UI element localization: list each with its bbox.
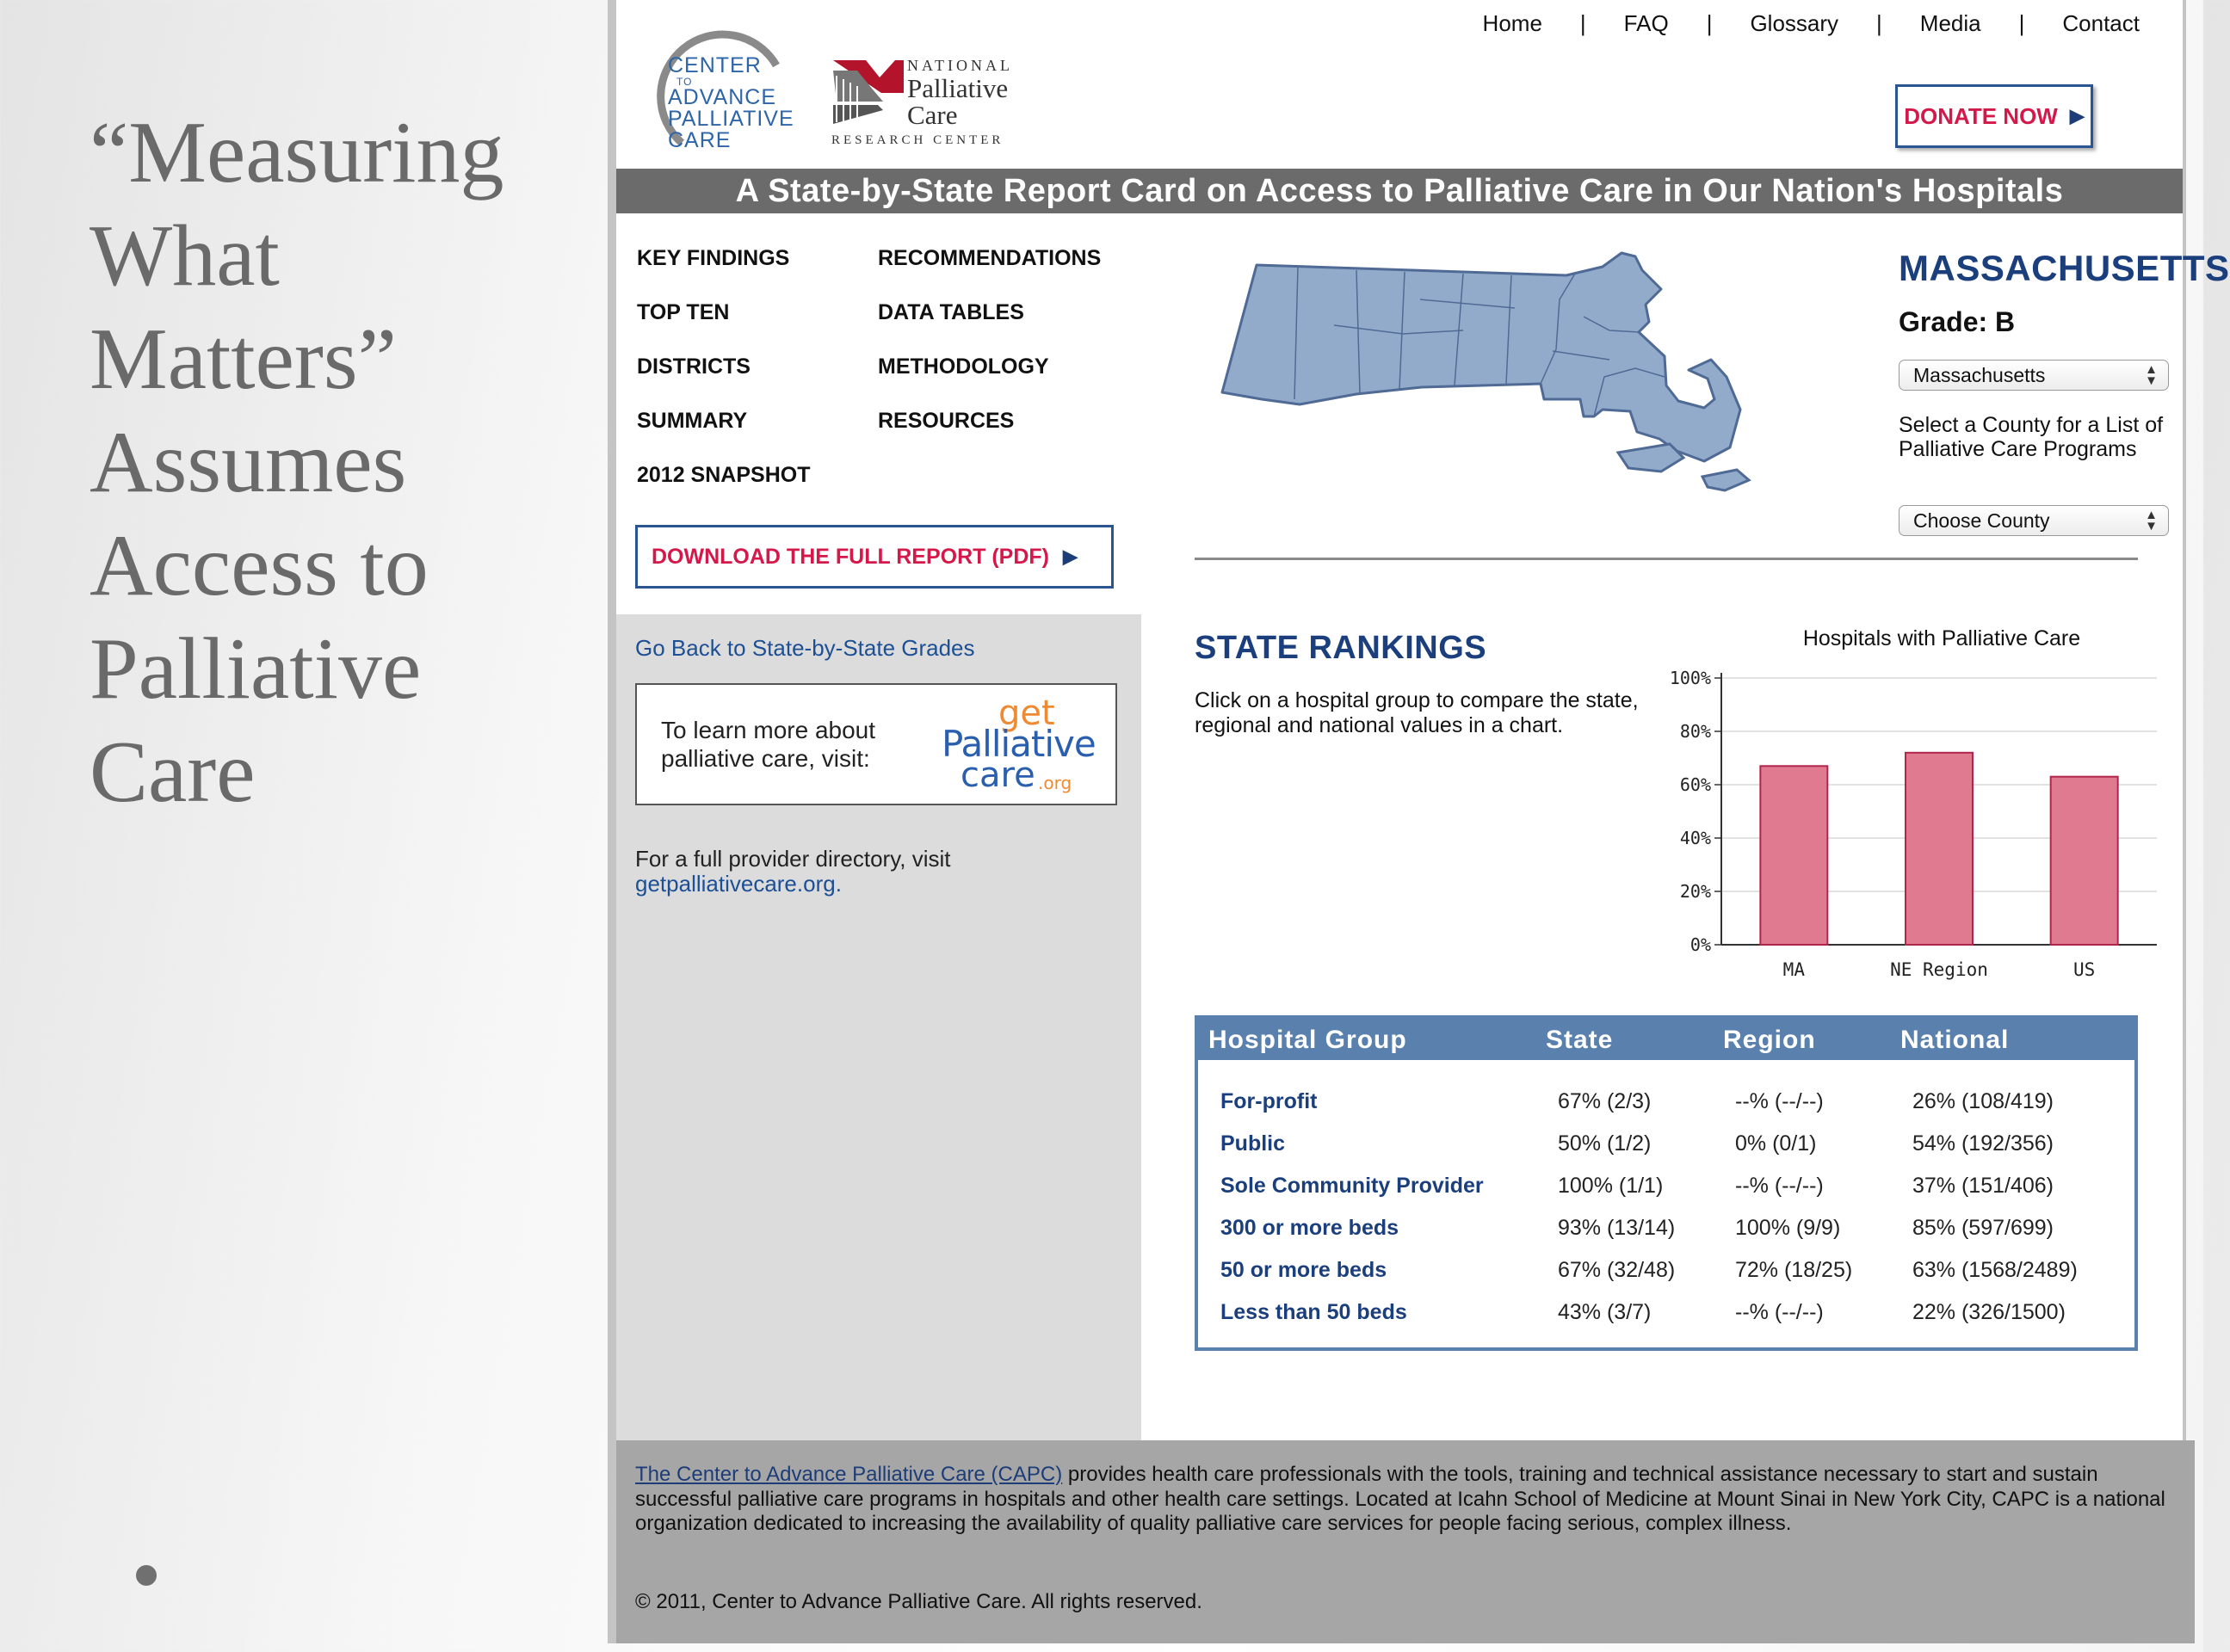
chart-xtick-label: MA bbox=[1782, 959, 1805, 980]
row-national: 85% (597/699) bbox=[1912, 1216, 2054, 1240]
directory-text: For a full provider directory, visit bbox=[635, 846, 951, 872]
slide-title-line: Matters” bbox=[90, 311, 397, 408]
nav-media-link[interactable]: Media bbox=[1919, 10, 1981, 36]
slide-title-line: What bbox=[90, 207, 280, 305]
row-group[interactable]: 50 or more beds bbox=[1220, 1258, 1387, 1282]
slide-bullet bbox=[136, 1565, 157, 1586]
nav-methodology[interactable]: METHODOLOGY bbox=[878, 354, 1049, 379]
massachusetts-shape bbox=[1222, 253, 1740, 461]
donate-now-button[interactable] bbox=[1895, 84, 2093, 148]
row-state: 100% (1/1) bbox=[1558, 1174, 1664, 1198]
row-region: --% (--/--) bbox=[1735, 1089, 1824, 1113]
chart-ytick-label: 80% bbox=[1679, 721, 1711, 742]
donate-label: DONATE NOW bbox=[1904, 102, 2058, 129]
row-group[interactable]: 300 or more beds bbox=[1220, 1216, 1399, 1240]
left-sidebar bbox=[616, 213, 1141, 1440]
state-rankings-title: STATE RANKINGS bbox=[1195, 630, 1487, 666]
row-group[interactable]: For-profit bbox=[1220, 1089, 1318, 1113]
go-back-link[interactable]: Go Back to State-by-State Grades bbox=[635, 635, 975, 661]
nav-faq-link[interactable]: FAQ bbox=[1623, 10, 1669, 36]
main-content bbox=[1141, 213, 2230, 1440]
row-state: 93% (13/14) bbox=[1558, 1216, 1676, 1240]
state-rankings-description: Click on a hospital group to compare the state, regional and national values in a chart. bbox=[1195, 688, 1639, 737]
capc-logo-line: CARE bbox=[668, 128, 732, 152]
table-row[interactable] bbox=[1198, 1165, 2134, 1207]
row-state: 67% (32/48) bbox=[1558, 1258, 1676, 1282]
row-group[interactable]: Public bbox=[1220, 1131, 1286, 1156]
copyright-notice: © 2011, Center to Advance Palliative Care. All rights reserved. bbox=[635, 1590, 1202, 1613]
chart-ytick-label: 100% bbox=[1669, 668, 1711, 688]
provider-directory bbox=[635, 847, 1100, 897]
nav-summary[interactable]: SUMMARY bbox=[637, 409, 748, 433]
gpc-logo-org: .org bbox=[1038, 773, 1072, 793]
header-region: Region bbox=[1723, 1026, 1816, 1054]
chart-bar bbox=[2051, 777, 2118, 945]
nantucket-shape bbox=[1702, 470, 1749, 490]
nav-home-link[interactable]: Home bbox=[1482, 10, 1542, 36]
capc-logo-line: ADVANCE bbox=[668, 85, 777, 109]
capc-logo-line: CENTER bbox=[668, 53, 762, 77]
play-arrow-icon: ▶ bbox=[2069, 105, 2085, 126]
chart-ytick-label: 0% bbox=[1689, 934, 1711, 955]
row-national: 26% (108/419) bbox=[1912, 1089, 2054, 1113]
chart-ytick-label: 40% bbox=[1679, 828, 1711, 848]
nav-separator: | bbox=[1579, 10, 1586, 36]
capc-logo[interactable] bbox=[647, 22, 802, 151]
row-state: 43% (3/7) bbox=[1558, 1300, 1652, 1324]
slide-title bbox=[90, 102, 589, 824]
chart-title: Hospitals with Palliative Care bbox=[1802, 626, 2081, 650]
slide-title-line: Access to bbox=[90, 517, 429, 614]
chart-ytick-label: 60% bbox=[1679, 774, 1711, 795]
capc-footer-link[interactable]: The Center to Advance Palliative Care (CAPC) bbox=[635, 1463, 1063, 1486]
play-arrow-icon: ▶ bbox=[1063, 546, 1078, 567]
header-hospital-group: Hospital Group bbox=[1208, 1026, 1407, 1054]
nprc-logo-line: NATIONAL bbox=[907, 57, 1013, 74]
slide-title-line: “Measuring bbox=[90, 104, 504, 201]
nav-top-ten[interactable]: TOP TEN bbox=[637, 300, 730, 324]
nprc-logo-line: Care bbox=[907, 100, 958, 130]
nav-recommendations[interactable]: RECOMMENDATIONS bbox=[878, 246, 1102, 270]
gpc-logo-palliative: Palliative bbox=[942, 723, 1096, 765]
row-region: 100% (9/9) bbox=[1735, 1216, 1841, 1240]
nav-districts[interactable]: DISTRICTS bbox=[637, 354, 751, 379]
row-region: --% (--/--) bbox=[1735, 1300, 1824, 1324]
row-region: 0% (0/1) bbox=[1735, 1131, 1817, 1156]
state-select[interactable] bbox=[1899, 360, 2169, 391]
chart-xtick-label: US bbox=[2073, 959, 2096, 980]
row-national: 54% (192/356) bbox=[1912, 1131, 2054, 1156]
directory-link[interactable]: getpalliativecare.org. bbox=[635, 871, 842, 897]
palliative-care-bar-chart bbox=[1649, 618, 2157, 979]
county-prompt: Select a County for a List of Palliative Care Programs bbox=[1899, 413, 2164, 461]
state-select-value: Massachusetts bbox=[1913, 363, 2046, 386]
get-palliative-care-logo[interactable] bbox=[942, 693, 1114, 797]
chart-bar bbox=[1760, 766, 1827, 945]
nprc-logo[interactable] bbox=[831, 55, 1038, 150]
chart-bar bbox=[1906, 753, 1973, 945]
nav-separator: | bbox=[1876, 10, 1882, 36]
section-divider bbox=[1195, 558, 2138, 560]
row-group[interactable]: Sole Community Provider bbox=[1220, 1174, 1484, 1198]
row-national: 37% (151/406) bbox=[1912, 1174, 2054, 1198]
marthas-vineyard-shape bbox=[1618, 444, 1683, 472]
slide-title-line: Care bbox=[90, 724, 256, 821]
learn-more-box[interactable] bbox=[635, 683, 1117, 805]
table-row[interactable] bbox=[1198, 1249, 2134, 1291]
download-label: DOWNLOAD THE FULL REPORT (PDF) bbox=[652, 544, 1049, 569]
report-banner: A State-by-State Report Card on Access to Palliative Care in Our Nation's Hospitals bbox=[616, 169, 2183, 213]
page-footer bbox=[616, 1440, 2195, 1643]
slide-title-line: Assumes bbox=[90, 414, 407, 511]
state-name: MASSACHUSETTS bbox=[1899, 248, 2230, 288]
row-group[interactable]: Less than 50 beds bbox=[1220, 1300, 1407, 1324]
nav-2012-snapshot[interactable]: 2012 SNAPSHOT bbox=[637, 463, 811, 487]
capc-logo-line: PALLIATIVE bbox=[668, 107, 794, 131]
slide-title-line: Palliative bbox=[90, 620, 422, 718]
row-state: 67% (2/3) bbox=[1558, 1089, 1652, 1113]
chart-xtick-label: NE Region bbox=[1890, 959, 1988, 980]
nav-separator: | bbox=[1706, 10, 1713, 36]
nav-key-findings[interactable]: KEY FINDINGS bbox=[637, 246, 790, 270]
nav-data-tables[interactable]: DATA TABLES bbox=[878, 300, 1024, 324]
row-region: 72% (18/25) bbox=[1735, 1258, 1853, 1282]
nprc-logo-line: RESEARCH CENTER bbox=[831, 133, 1004, 147]
table-row[interactable] bbox=[1198, 1081, 2134, 1123]
table-row[interactable] bbox=[1198, 1291, 2134, 1334]
gpc-logo-care: care bbox=[961, 755, 1035, 795]
download-report-button[interactable] bbox=[635, 525, 1114, 589]
table-row[interactable] bbox=[1198, 1207, 2134, 1249]
hospital-group-table bbox=[1195, 1015, 2138, 1351]
header-national: National bbox=[1900, 1026, 2010, 1054]
footer-body: provides health care professionals with the tools, training and technical assistance necessary to start and sustain successful palliative care programs in hospitals and other health care settings. Located at Icahn School of Medicine at Mount Sinai in New York City, CAPC is a national organization dedicated to increasing the availability of quality palliative care services for people facing serious, complex illness. bbox=[635, 1463, 2165, 1535]
footer-description bbox=[635, 1463, 2176, 1537]
nav-separator: | bbox=[2018, 10, 2025, 36]
row-state: 50% (1/2) bbox=[1558, 1131, 1652, 1156]
header-state: State bbox=[1546, 1026, 1614, 1054]
massachusetts-map[interactable] bbox=[1205, 248, 1756, 566]
state-grade: Grade: B bbox=[1899, 306, 2016, 337]
county-select[interactable] bbox=[1899, 505, 2169, 536]
select-arrows-icon: ▲ ▼ bbox=[2145, 508, 2158, 533]
website-screenshot bbox=[608, 0, 2230, 1643]
table-row[interactable] bbox=[1198, 1123, 2134, 1165]
top-nav bbox=[1483, 10, 2140, 37]
nav-resources[interactable]: RESOURCES bbox=[878, 409, 1015, 433]
row-national: 63% (1568/2489) bbox=[1912, 1258, 2078, 1282]
table-header bbox=[1198, 1019, 2134, 1060]
nprc-logo-line: Palliative bbox=[907, 73, 1009, 103]
nprc-chevron-icon bbox=[831, 59, 904, 124]
gpc-logo-get: get bbox=[998, 693, 1055, 733]
county-select-value: Choose County bbox=[1913, 509, 2050, 532]
row-region: --% (--/--) bbox=[1735, 1174, 1824, 1198]
section-nav bbox=[616, 213, 1141, 614]
nav-contact-link[interactable]: Contact bbox=[2062, 10, 2140, 36]
select-arrows-icon: ▲ ▼ bbox=[2145, 362, 2158, 388]
nav-glossary-link[interactable]: Glossary bbox=[1750, 10, 1839, 36]
learn-more-text: To learn more about palliative care, visit: bbox=[661, 717, 876, 772]
capc-logo-line: TO bbox=[676, 76, 693, 88]
chart-ytick-label: 20% bbox=[1679, 881, 1711, 902]
row-national: 22% (326/1500) bbox=[1912, 1300, 2066, 1324]
